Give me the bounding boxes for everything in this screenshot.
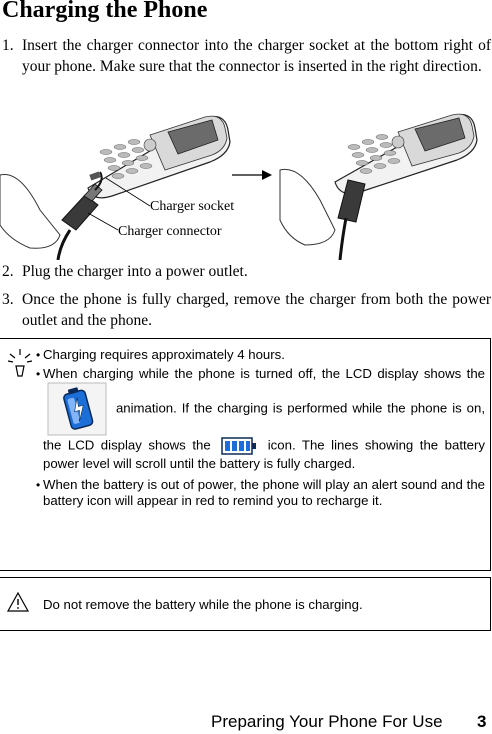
page-number: 3 [477, 712, 487, 731]
step-number: 2. [2, 263, 14, 280]
step-1 [2, 35, 491, 77]
step-text: Once the phone is fully charged, remove the charger from both the power outlet and the phone. [22, 291, 491, 329]
step-number: 1. [2, 37, 14, 54]
tip-item: • When charging while the phone is turned off, the LCD display shows the animation. If the charging is performed while the phone is on, the LCD display shows the icon. The lines showing the battery power level will scroll until the battery is fully charged. [43, 366, 485, 473]
charging-illustration [0, 100, 492, 260]
battery-charging-animation-icon [47, 382, 107, 436]
tip-item: • Charging requires approximately 4 hours. [43, 347, 485, 364]
phone-right-illustration [280, 114, 477, 260]
warning-triangle-icon [6, 591, 30, 613]
page-title: Charging the Phone [2, 0, 208, 23]
lightbulb-tip-icon [6, 346, 34, 378]
battery-level-icon [221, 436, 257, 456]
step-text: Insert the charger connector into the charger socket at the bottom right of your phone. Make sure that the connector is inserted in the right direction. [22, 37, 491, 75]
step-3 [2, 289, 491, 331]
warning-box [0, 577, 491, 631]
arrow-right-icon [232, 170, 272, 180]
warning-text: Do not remove the battery while the phone is charging. [43, 597, 363, 612]
charger-socket-label: Charger socket [150, 199, 235, 214]
step-number: 3. [2, 291, 14, 308]
step-2 [2, 261, 491, 282]
tip-box [0, 338, 491, 571]
step-text: Plug the charger into a power outlet. [22, 263, 248, 280]
tip-item: • When the battery is out of power, the phone will play an alert sound and the battery icon will appear in red to remind you to recharge it. [43, 477, 485, 510]
footer-section-title: Preparing Your Phone For Use [211, 712, 443, 731]
charger-connector-label: Charger connector [118, 224, 222, 239]
